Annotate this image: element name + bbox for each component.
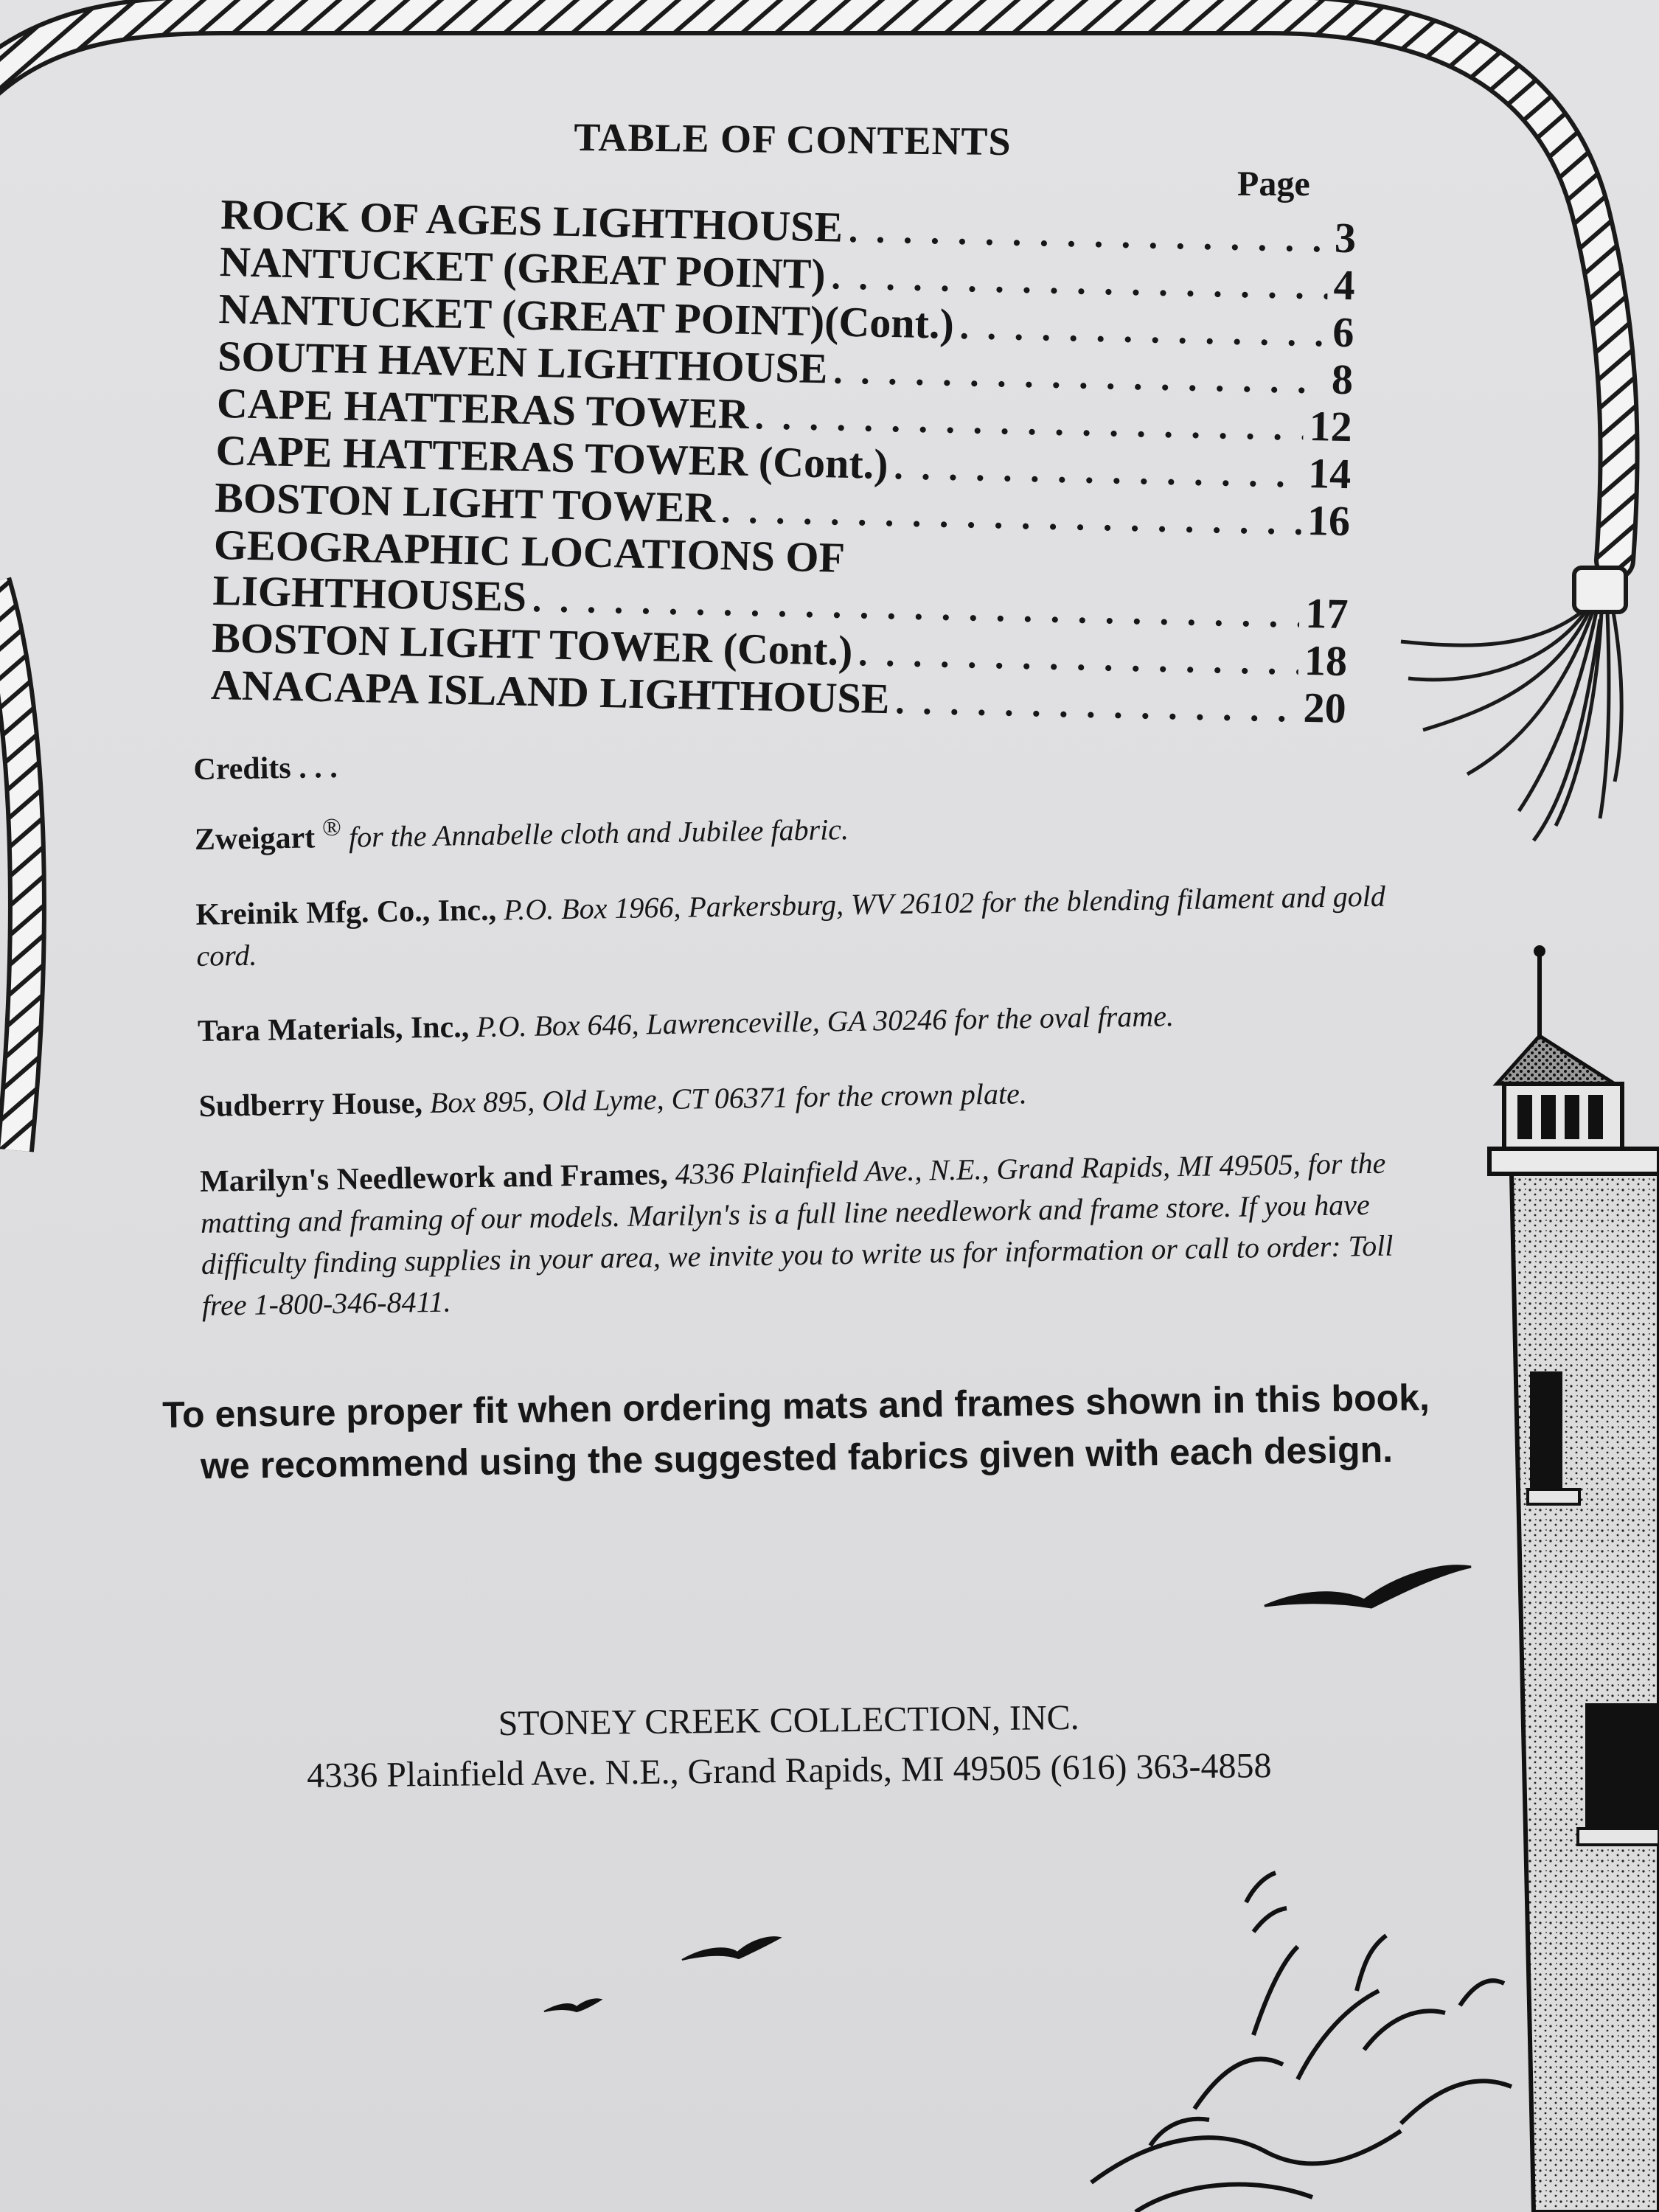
credit-name: Tara Materials, Inc.,: [197, 1010, 470, 1048]
toc-entry-page: 18: [1304, 636, 1348, 686]
toc-entry-title: BOSTON LIGHT TOWER: [214, 473, 716, 532]
toc-entry-title: CAPE HATTERAS TOWER: [216, 378, 750, 439]
surf-illustration: [1091, 1873, 1512, 2212]
toc-entry-title: BOSTON LIGHT TOWER (Cont.): [211, 613, 854, 675]
toc-entry-page: 20: [1302, 683, 1347, 733]
toc-entry-page: 3: [1334, 213, 1357, 262]
credits-section: [193, 730, 1412, 1360]
credit-name: Marilyn's Needlework and Frames,: [199, 1157, 669, 1199]
registered-mark: ®: [321, 813, 342, 842]
rope-tassel: [1401, 568, 1626, 841]
toc-leader-dots: [858, 630, 1299, 684]
toc-entry-title: NANTUCKET (GREAT POINT)(Cont.): [218, 284, 955, 348]
toc-list: [210, 192, 1356, 733]
credit-item: [200, 1142, 1411, 1326]
credit-item: [195, 875, 1406, 977]
toc-entry-page: 8: [1331, 355, 1354, 404]
toc-entry-title: CAPE HATTERAS TOWER (Cont.): [215, 425, 889, 489]
credit-item: [194, 790, 1404, 860]
credit-text: for the Annabelle cloth and Jubilee fabric.: [348, 813, 849, 854]
toc-entry-title: SOUTH HAVEN LIGHTHOUSE: [217, 331, 829, 393]
credit-item: [198, 1067, 1408, 1127]
fit-recommendation-note: [110, 1371, 1483, 1493]
publisher-block: [191, 1690, 1386, 1803]
lighthouse-illustration: [1489, 945, 1659, 2212]
toc-leader-dots: [959, 303, 1327, 356]
toc-entry-title: NANTUCKET (GREAT POINT): [219, 237, 827, 299]
credit-text: P.O. Box 646, Lawrenceville, GA 30246 for the oval frame.: [476, 999, 1175, 1044]
note-line-2: we recommend using the suggested fabrics given with each design.: [200, 1428, 1394, 1487]
credits-heading: Credits . . .: [193, 750, 338, 787]
toc-leader-dots: [895, 678, 1298, 731]
toc-entry-page: 4: [1333, 260, 1356, 310]
credit-name: Kreinik Mfg. Co., Inc.,: [195, 893, 497, 932]
toc-entry-title: GEOGRAPHIC LOCATIONS OF: [213, 520, 846, 582]
toc-entry-page: 16: [1307, 495, 1351, 546]
credit-name: Zweigart: [194, 821, 316, 857]
toc-leader-dots: [851, 572, 1343, 582]
publisher-name: STONEY CREEK COLLECTION, INC.: [498, 1697, 1079, 1744]
toc-entry-title: ANACAPA ISLAND LIGHTHOUSE: [210, 660, 891, 723]
credit-text: Box 895, Old Lyme, CT 06371 for the crown plate.: [429, 1077, 1028, 1120]
toc-leader-dots: [894, 443, 1303, 498]
toc-entry-title: ROCK OF AGES LIGHTHOUSE: [220, 190, 844, 251]
publisher-address: 4336 Plainfield Ave. N.E., Grand Rapids, MI 49505 (616) 363-4858: [306, 1746, 1272, 1795]
toc-entry-page: 14: [1307, 448, 1352, 498]
toc-title: TABLE OF CONTENTS: [574, 114, 1012, 164]
note-line-1: To ensure proper fit when ordering mats and frames shown in this book,: [161, 1377, 1430, 1436]
toc-entry-page: 6: [1332, 307, 1355, 357]
credit-text: P.O. Box 1966, Parkersburg, WV 26102 for the blending filament and gold cord.: [196, 879, 1386, 973]
toc-page-column-label: Page: [1237, 164, 1310, 204]
toc-entry-title: LIGHTHOUSES: [212, 566, 527, 621]
toc-entry-page: 12: [1308, 401, 1353, 451]
credit-name: Sudberry House,: [198, 1086, 423, 1124]
credit-item: [198, 992, 1408, 1052]
credit-text: 4336 Plainfield Ave., N.E., Grand Rapids, MI 49505, for the matting and framing of our models. Marilyn's is a full line needlework and frame store. If you have difficulty finding supplies in your area, we invite you to write us for information or call to order: Toll free 1-800-346-8411.: [200, 1146, 1394, 1322]
toc-entry-page: 17: [1304, 588, 1349, 639]
